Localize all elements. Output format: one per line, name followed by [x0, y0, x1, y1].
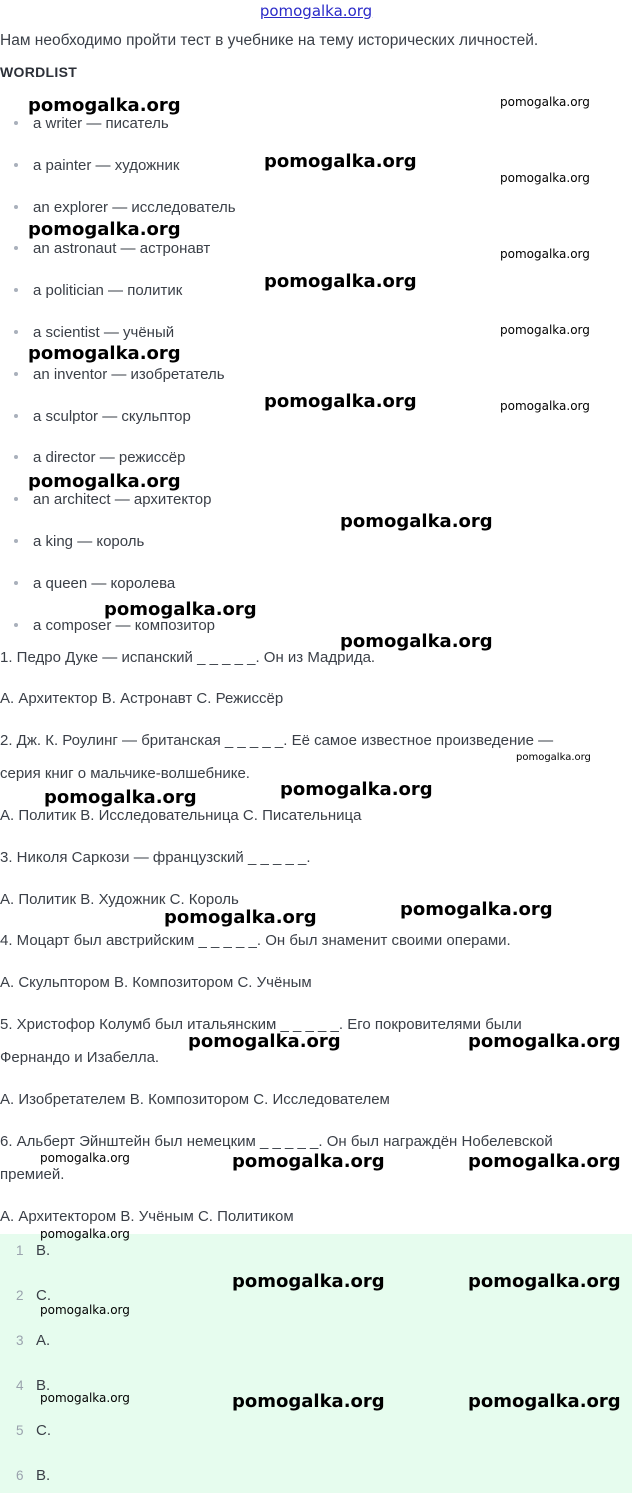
- watermark: pomogalka.org: [40, 1391, 130, 1405]
- bullet-icon: [14, 581, 18, 585]
- answer-value: B.: [36, 1242, 51, 1259]
- wordlist-item: a queen — королева: [14, 575, 175, 592]
- watermark: pomogalka.org: [28, 471, 181, 492]
- watermark: pomogalka.org: [28, 95, 181, 116]
- watermark: pomogalka.org: [40, 1151, 130, 1165]
- watermark: pomogalka.org: [516, 752, 591, 763]
- answer-value: B.: [36, 1377, 51, 1394]
- watermark: pomogalka.org: [280, 779, 433, 800]
- bullet-icon: [14, 288, 18, 292]
- question-2-options: A. Политик B. Исследовательница C. Писательница: [0, 807, 362, 824]
- bullet-icon: [14, 539, 18, 543]
- bullet-icon: [14, 246, 18, 250]
- question-1-options: A. Архитектор B. Астронавт C. Режиссёр: [0, 690, 284, 707]
- answer-number: 3: [16, 1333, 24, 1348]
- wordlist-item: an astronaut — астронавт: [14, 240, 210, 257]
- watermark: pomogalka.org: [232, 1391, 385, 1412]
- question-1: 1. Педро Дуке — испанский _ _ _ _ _. Он из Мадрида.: [0, 649, 376, 666]
- watermark: pomogalka.org: [500, 171, 590, 185]
- question-3: 3. Николя Саркози — французский _ _ _ _ _.: [0, 849, 311, 866]
- watermark: pomogalka.org: [468, 1391, 621, 1412]
- bullet-icon: [14, 455, 18, 459]
- bullet-icon: [14, 121, 18, 125]
- question-2: 2. Дж. К. Роулинг — британская _ _ _ _ _. Её самое известное произведение —: [0, 732, 554, 749]
- answer-number: 6: [16, 1468, 24, 1483]
- wordlist-item: an inventor — изобретатель: [14, 366, 225, 383]
- watermark: pomogalka.org: [104, 599, 257, 620]
- watermark: pomogalka.org: [500, 399, 590, 413]
- wordlist-title: WORDLIST: [0, 64, 78, 80]
- question-4: 4. Моцарт был австрийским _ _ _ _ _. Он был знаменит своими операми.: [0, 932, 511, 949]
- site-link[interactable]: pomogalka.org: [259, 2, 373, 20]
- watermark: pomogalka.org: [468, 1031, 621, 1052]
- watermark: pomogalka.org: [28, 343, 181, 364]
- bullet-icon: [14, 205, 18, 209]
- watermark: pomogalka.org: [264, 391, 417, 412]
- watermark: pomogalka.org: [232, 1151, 385, 1172]
- watermark: pomogalka.org: [500, 247, 590, 261]
- watermark: pomogalka.org: [264, 151, 417, 172]
- watermark: pomogalka.org: [500, 323, 590, 337]
- bullet-icon: [14, 330, 18, 334]
- wordlist-item: a composer — композитор: [14, 617, 215, 634]
- wordlist-item: a director — режиссёр: [14, 449, 185, 466]
- question-5-options: A. Изобретателем B. Композитором C. Исследователем: [0, 1091, 390, 1108]
- watermark: pomogalka.org: [232, 1271, 385, 1292]
- watermark: pomogalka.org: [44, 787, 197, 808]
- wordlist-item: a writer — писатель: [14, 115, 169, 132]
- answer-number: 5: [16, 1423, 24, 1438]
- answer-value: B.: [36, 1467, 51, 1484]
- answer-value: A.: [36, 1332, 51, 1349]
- bullet-icon: [14, 497, 18, 501]
- wordlist-item: an architect — архитектор: [14, 491, 211, 508]
- answer-number: 2: [16, 1288, 24, 1303]
- question-5: 5. Христофор Колумб был итальянским _ _ _ _ _. Его покровителями были: [0, 1016, 522, 1033]
- wordlist-item: a politician — политик: [14, 282, 182, 299]
- question-6-options: A. Архитектором B. Учёным C. Политиком: [0, 1208, 294, 1225]
- question-2-continued: серия книг о мальчике-волшебнике.: [0, 765, 250, 782]
- watermark: pomogalka.org: [468, 1151, 621, 1172]
- question-3-options: A. Политик B. Художник C. Король: [0, 891, 239, 908]
- watermark: pomogalka.org: [188, 1031, 341, 1052]
- wordlist-item: a scientist — учёный: [14, 324, 174, 341]
- wordlist-item: a painter — художник: [14, 157, 179, 174]
- watermark: pomogalka.org: [28, 219, 181, 240]
- wordlist-item: a sculptor — скульптор: [14, 408, 191, 425]
- bullet-icon: [14, 414, 18, 418]
- bullet-icon: [14, 163, 18, 167]
- bullet-icon: [14, 623, 18, 627]
- watermark: pomogalka.org: [400, 899, 553, 920]
- intro-text: Нам необходимо пройти тест в учебнике на тему исторических личностей.: [0, 32, 539, 49]
- watermark: pomogalka.org: [468, 1271, 621, 1292]
- watermark: pomogalka.org: [40, 1303, 130, 1317]
- question-6-continued: премией.: [0, 1166, 65, 1183]
- watermark: pomogalka.org: [264, 271, 417, 292]
- question-5-continued: Фернандо и Изабелла.: [0, 1049, 160, 1066]
- question-4-options: A. Скульптором B. Композитором C. Учёным: [0, 974, 312, 991]
- watermark: pomogalka.org: [340, 511, 493, 532]
- wordlist-item: a king — король: [14, 533, 144, 550]
- watermark: pomogalka.org: [340, 631, 493, 652]
- answer-value: C.: [36, 1287, 51, 1304]
- answer-number: 1: [16, 1243, 24, 1258]
- wordlist-item: an explorer — исследователь: [14, 199, 236, 216]
- watermark: pomogalka.org: [500, 95, 590, 109]
- question-6: 6. Альберт Эйнштейн был немецким _ _ _ _ _. Он был награждён Нобелевской: [0, 1133, 553, 1150]
- answer-number: 4: [16, 1378, 24, 1393]
- answer-value: C.: [36, 1422, 51, 1439]
- watermark: pomogalka.org: [164, 907, 317, 928]
- bullet-icon: [14, 372, 18, 376]
- watermark: pomogalka.org: [40, 1227, 130, 1241]
